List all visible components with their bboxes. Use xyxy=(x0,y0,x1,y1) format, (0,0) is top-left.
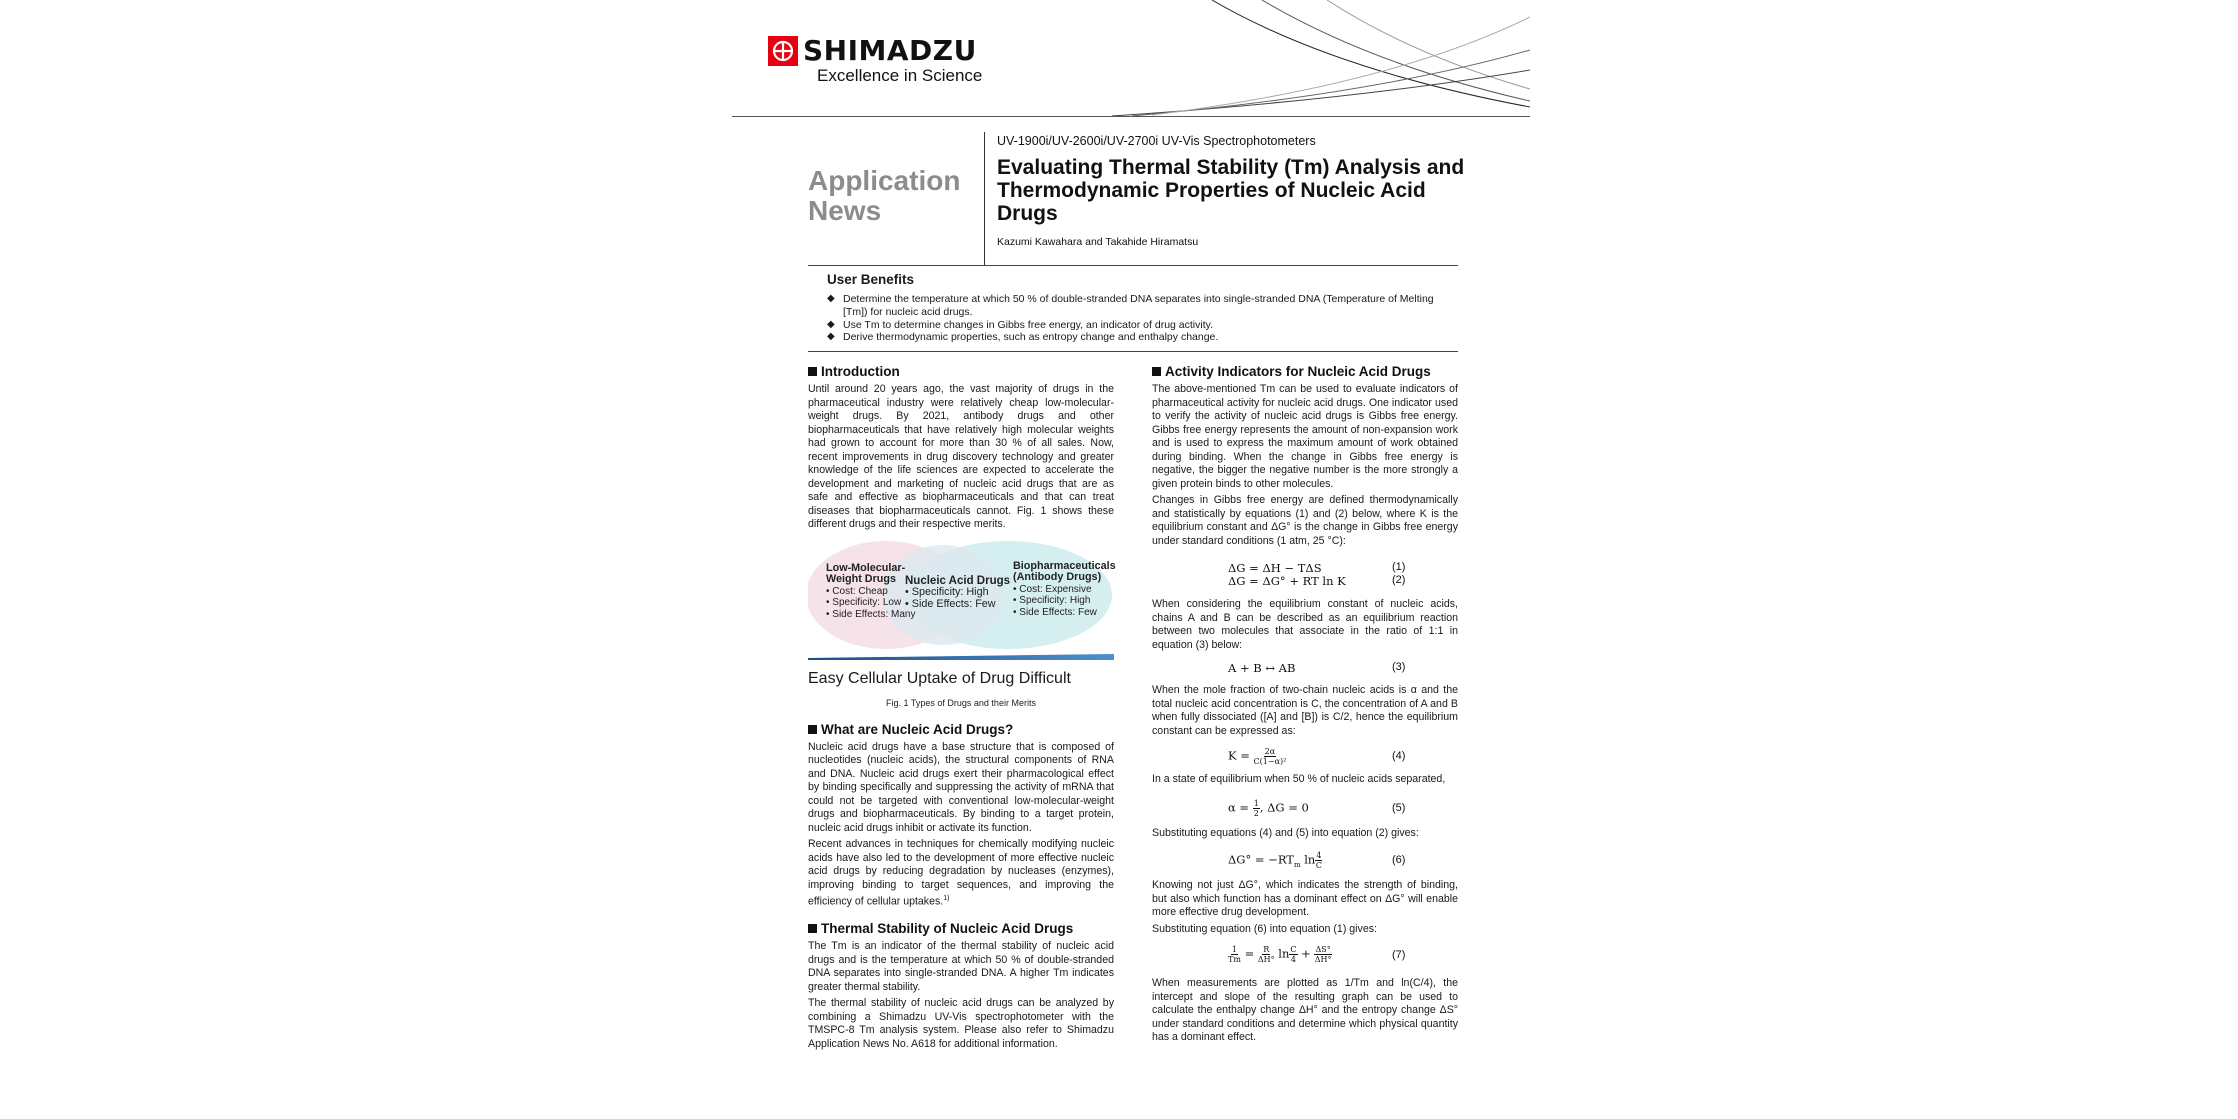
benefit-item xyxy=(827,319,1447,332)
activity-paragraph: In a state of equilibrium when 50 % of nucleic acids separated, xyxy=(1152,773,1446,785)
heading-text: Activity Indicators for Nucleic Acid Drugs xyxy=(1165,364,1431,379)
activity-paragraph: Substituting equations (4) and (5) into equation (2) gives: xyxy=(1152,826,1419,839)
diamond-bullet-icon: ◆ xyxy=(827,318,835,330)
venn-label-nucleic-acid: Nucleic Acid Drugs • Specificity: High • Side Effects: Few xyxy=(905,574,1011,610)
equation-number: (1) xyxy=(1392,561,1406,573)
square-bullet-icon xyxy=(808,725,817,734)
benefit-text: Use Tm to determine changes in Gibbs free energy, an indicator of drug activity. xyxy=(843,318,1214,331)
benefits-list xyxy=(827,293,1447,344)
axis-label-easy: Easy xyxy=(808,669,844,687)
diamond-bullet-icon: ◆ xyxy=(827,331,835,343)
equation-text: α = $\frac{1}{2}$ , ΔG = 0 xyxy=(1228,798,1309,818)
equation-text: A + B ↔ AB xyxy=(1228,661,1296,675)
thermal-paragraph: The Tm is an indicator of the thermal stability of nucleic acid drugs and is the temperature at which 50 % of double-stranded DNA separates into single-stranded DNA. A higher Tm indicates greater thermal stability. xyxy=(808,940,1114,993)
equation-text: ΔG = ΔH − TΔS xyxy=(1228,561,1322,575)
heading-text: Introduction xyxy=(821,364,900,379)
benefit-text: Derive thermodynamic properties, such as entropy change and enthalpy change. xyxy=(843,331,1219,344)
axis-label-center: Cellular Uptake of Drug xyxy=(848,669,1015,687)
axis-label-difficult: Difficult xyxy=(1018,669,1071,687)
equation-number: (3) xyxy=(1392,661,1406,673)
publication-label xyxy=(808,166,960,226)
publication-label-line1: Application xyxy=(808,165,961,196)
masthead-divider xyxy=(984,132,985,265)
heading-text: What are Nucleic Acid Drugs? xyxy=(821,721,1014,737)
user-benefits-heading: User Benefits xyxy=(827,272,915,287)
what-are-paragraph: Nucleic acid drugs have a base structure that is composed of nucleotides (nucleic acids), the structural components of RNA and DNA. Nucleic acid drugs exert their pharmacological effect by binding specifically and suppressing the activity of mRNA that could not be targeted with conventional low-molecular-weight drugs and biopharmaceuticals. By binding to a target protein, nucleic acid drugs inhibit or activate its function. xyxy=(808,740,1114,834)
equation-4 xyxy=(1152,747,1458,769)
square-bullet-icon xyxy=(808,367,817,376)
square-bullet-icon xyxy=(808,924,817,933)
equation-number: (6) xyxy=(1392,854,1406,866)
equation-5 xyxy=(1152,799,1458,821)
section-heading-thermal xyxy=(808,921,1114,936)
cellular-uptake-gradient-bar xyxy=(808,654,1114,660)
document-title: Evaluating Thermal Stability (Tm) Analysis and Thermodynamic Properties of Nucleic Acid Drugs xyxy=(997,156,1465,225)
equation-number: (4) xyxy=(1392,750,1406,762)
equation-3 xyxy=(1152,661,1458,677)
venn-label-biopharma: Biopharmaceuticals (Antibody Drugs) • Cost: Expensive • Specificity: High • Side Effects: Few xyxy=(1013,559,1116,618)
equation-number: (7) xyxy=(1392,949,1406,961)
brand-tagline: Excellence in Science xyxy=(817,66,983,85)
venn-label-low-molecular: Low-Molecular- Weight Drugs • Cost: Cheap • Specificity: Low • Side Effects: Many xyxy=(826,561,916,620)
figure-1-venn-diagram xyxy=(808,540,1114,670)
product-series: UV-1900i/UV-2600i/UV-2700i UV-Vis Spectrophotometers xyxy=(997,134,1316,148)
shimadzu-logo xyxy=(768,36,977,66)
activity-paragraph: When measurements are plotted as 1/Tm and ln(C/4), the intercept and slope of the resulting graph can be used to calculate the enthalpy change ΔH° and the entropy change ΔS° under standard conditions and determine which physical quantity has a dominant effect. xyxy=(1152,977,1458,1043)
heading-text: Thermal Stability of Nucleic Acid Drugs xyxy=(821,921,1074,937)
user-benefits xyxy=(827,272,1447,344)
reference-mark[interactable]: 1) xyxy=(943,895,950,902)
left-column xyxy=(808,364,1114,1054)
activity-paragraph: Knowing not just ΔG°, which indicates the strength of binding, but also which function has a dominant effect on ΔG° will enable more effective drug development. xyxy=(1152,879,1458,918)
section-heading-what-are xyxy=(808,722,1114,737)
activity-paragraph: Substituting equation (6) into equation (1) gives: xyxy=(1152,922,1377,935)
equation-6 xyxy=(1152,851,1458,873)
publication-label-line2: News xyxy=(808,195,882,226)
thermal-paragraph: The thermal stability of nucleic acid drugs can be analyzed by combining a Shimadzu UV-Vis spectrophotometer with the TMSPC-8 Tm analysis system. Please also refer to Shimadzu Application News No. A618 for additional information. xyxy=(808,997,1114,1050)
diamond-bullet-icon: ◆ xyxy=(827,293,835,304)
right-column xyxy=(1152,364,1458,1048)
paragraph-text: Recent advances in techniques for chemically modifying nucleic acids have also led to the development of more effective nucleic acid drugs by reducing degradation by nucleases (enzymes), improving binding to target sequences, and improving the efficiency of cellular uptakes. xyxy=(808,838,1114,908)
header-band xyxy=(732,0,1530,116)
equation-7 xyxy=(1152,945,1458,969)
brand-name: SHIMADZU xyxy=(803,34,977,67)
section-heading-introduction xyxy=(808,364,1114,379)
header-divider xyxy=(732,116,1530,117)
equation-2 xyxy=(1152,574,1458,590)
divider xyxy=(808,265,1458,266)
activity-paragraph: When considering the equilibrium constant of nucleic acids, chains A and B can be described as an equilibrium reaction between two molecules that associate in the ratio of 1:1 in equation (3) below: xyxy=(1152,598,1458,651)
equation-text: $\frac{1}{Tm}$ = $\frac{R}{\Delta H^\circ}$ ln $\frac{C}{4}$ + $\frac{\Delta S^\circ}{\Delta H^\circ}$ xyxy=(1228,945,1332,964)
shimadzu-emblem-icon xyxy=(768,36,798,66)
activity-paragraph: Changes in Gibbs free energy are defined thermodynamically and statistically by equations (1) and (2) below, where K is the equilibrium constant and ΔG° is the change in Gibbs free energy under standard conditions (1 atm, 25 °C): xyxy=(1152,494,1458,547)
equation-text: K = $\frac{2\alpha}{\text{C(1−α)²}}$ xyxy=(1228,747,1287,766)
what-are-paragraph xyxy=(808,838,1114,909)
equation-text: ΔG = ΔG° + RT ln K xyxy=(1228,574,1346,588)
square-bullet-icon xyxy=(1152,367,1161,376)
activity-paragraph: The above-mentioned Tm can be used to evaluate indicators of pharmaceutical activity for nucleic acid drugs. One indicator used to verify the activity of nucleic acid drugs is Gibbs free energy. Gibbs free energy represents the amount of non-expansion work and is used to express the maximum amount of work obtained during binding. When the change in Gibbs free energy is negative, the bigger the negative number is the more strongly a given protein binds to other molecules. xyxy=(1152,383,1458,490)
divider xyxy=(808,351,1458,352)
document-page xyxy=(732,0,1530,1119)
equation-number: (5) xyxy=(1392,801,1406,814)
equation-number: (2) xyxy=(1392,574,1406,586)
equation-text: $\Delta G^\circ = -RT_m$ ln $\frac{4}{C}$ xyxy=(1228,851,1322,870)
introduction-paragraph: Until around 20 years ago, the vast majority of drugs in the pharmaceutical industry were relatively cheap low-molecular-weight drugs. By 2021, antibody drugs and other biopharmaceuticals that have relatively high molecular weights had grown to account for more than 30 % of all sales. Now, recent improvements in drug discovery technology and greater knowledge of the life sciences are expected to accelerate the development and marketing of nucleic acid drugs that are as safe and effective as biopharmaceuticals and that can treat diseases that biopharmaceuticals cannot. Fig. 1 shows these different drugs and their respective merits. xyxy=(808,383,1114,530)
benefit-item xyxy=(827,293,1447,319)
section-heading-activity xyxy=(1152,364,1458,379)
benefit-item xyxy=(827,331,1447,344)
benefit-text: Determine the temperature at which 50 % of double-stranded DNA separates into single-stranded DNA (Temperature of Melting [Tm]) for nucleic acid drugs. xyxy=(843,293,1434,318)
authors: Kazumi Kawahara and Takahide Hiramatsu xyxy=(997,236,1199,248)
figure-1-caption: Fig. 1 Types of Drugs and their Merits xyxy=(886,697,1036,708)
activity-paragraph: When the mole fraction of two-chain nucleic acids is α and the total nucleic acid concentration is C, the concentration of A and B when fully dissociated ([A] and [B]) is C/2, hence the equilibrium constant can be expressed as: xyxy=(1152,684,1458,737)
